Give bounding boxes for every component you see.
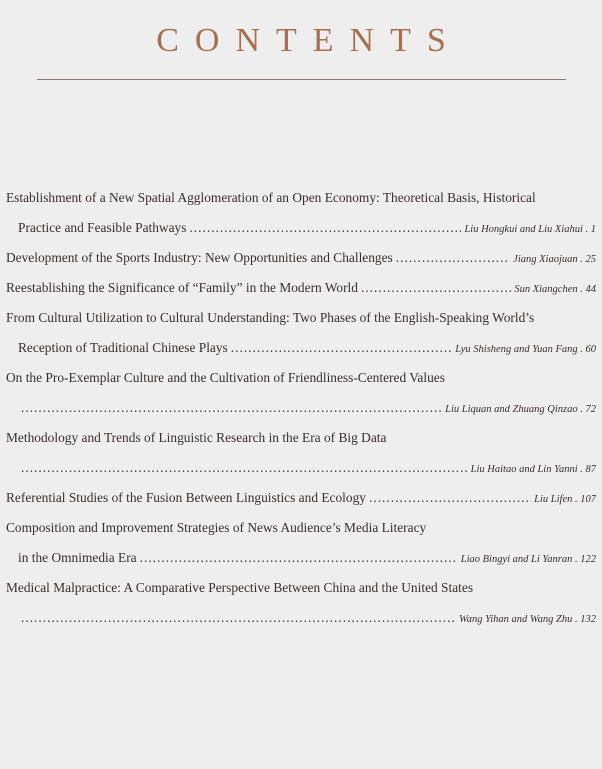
author-page: Sun Xiangchen . 44 <box>514 284 596 295</box>
entry-title-text: Referential Studies of the Fusion Between Linguistics and Ecology <box>6 490 366 505</box>
dot-leader <box>396 250 510 266</box>
toc-entry-title <box>6 430 596 450</box>
author-page: Liu Hongkui and Liu Xiahui . 1 <box>464 224 596 235</box>
dot-leader <box>21 610 456 626</box>
toc-entry[interactable] <box>6 280 596 300</box>
toc-entry-continuation <box>6 460 596 480</box>
entry-title-text: Establishment of a New Spatial Agglomeration of an Open Economy: Theoretical Basis, Historical <box>6 190 536 205</box>
toc-entry-title <box>6 190 596 210</box>
dot-leader <box>21 400 442 416</box>
toc-entry[interactable] <box>6 520 596 570</box>
toc-entry-title <box>6 580 596 600</box>
toc-entry[interactable] <box>6 430 596 480</box>
entry-title-text: On the Pro-Exemplar Culture and the Cultivation of Friendliness-Centered Values <box>6 370 445 385</box>
toc-entry-title <box>6 370 596 390</box>
toc-entry-title <box>6 310 596 330</box>
entry-title-text: Methodology and Trends of Linguistic Research in the Era of Big Data <box>6 430 387 445</box>
dot-leader <box>140 550 458 566</box>
toc-entry[interactable] <box>6 190 596 240</box>
dot-leader <box>369 490 531 506</box>
table-of-contents <box>6 190 596 640</box>
toc-entry[interactable] <box>6 250 596 270</box>
author-page: Lyu Shisheng and Yuan Fang . 60 <box>455 344 596 355</box>
entry-title-text: Reestablishing the Significance of “Family” in the Modern World <box>6 280 358 295</box>
toc-entry[interactable] <box>6 310 596 360</box>
dot-leader <box>231 340 452 356</box>
entry-title-text: Medical Malpractice: A Comparative Perspective Between China and the United States <box>6 580 474 595</box>
author-page: Liu Lifen . 107 <box>534 494 596 505</box>
entry-title-text: Practice and Feasible Pathways <box>18 220 187 235</box>
toc-entry-continuation <box>6 220 596 240</box>
toc-entry-continuation <box>6 400 596 420</box>
toc-entry-continuation <box>6 340 596 360</box>
dot-leader <box>21 460 468 476</box>
author-page: Liu Haitao and Lin Yanni . 87 <box>470 464 596 475</box>
entry-title-text: Reception of Traditional Chinese Plays <box>18 340 228 355</box>
dot-leader <box>189 220 461 236</box>
toc-entry[interactable] <box>6 370 596 420</box>
author-page: Jiang Xiaojuan . 25 <box>513 254 596 265</box>
entry-title-text: in the Omnimedia Era <box>18 550 137 565</box>
author-page: Liao Bingyi and Li Yanran . 122 <box>460 554 596 565</box>
page-title: CONTENTS <box>156 22 462 59</box>
entry-title-text: Composition and Improvement Strategies of News Audience’s Media Literacy <box>6 520 427 535</box>
entry-title-text: Development of the Sports Industry: New Opportunities and Challenges <box>6 250 393 265</box>
toc-entry[interactable] <box>6 490 596 510</box>
toc-entry-title <box>6 520 596 540</box>
entry-title-text: From Cultural Utilization to Cultural Understanding: Two Phases of the English-Speaking World’s <box>6 310 535 325</box>
author-page: Liu Liquan and Zhuang Qinzao . 72 <box>445 404 596 415</box>
toc-entry-continuation <box>6 550 596 570</box>
toc-entry-title <box>6 280 596 300</box>
toc-entry-title <box>6 250 596 270</box>
title-divider <box>37 79 566 80</box>
toc-entry-continuation <box>6 610 596 630</box>
author-page: Wang Yihan and Wang Zhu . 132 <box>458 614 596 625</box>
toc-entry-title <box>6 490 596 510</box>
toc-entry[interactable] <box>6 580 596 630</box>
dot-leader <box>361 280 511 296</box>
